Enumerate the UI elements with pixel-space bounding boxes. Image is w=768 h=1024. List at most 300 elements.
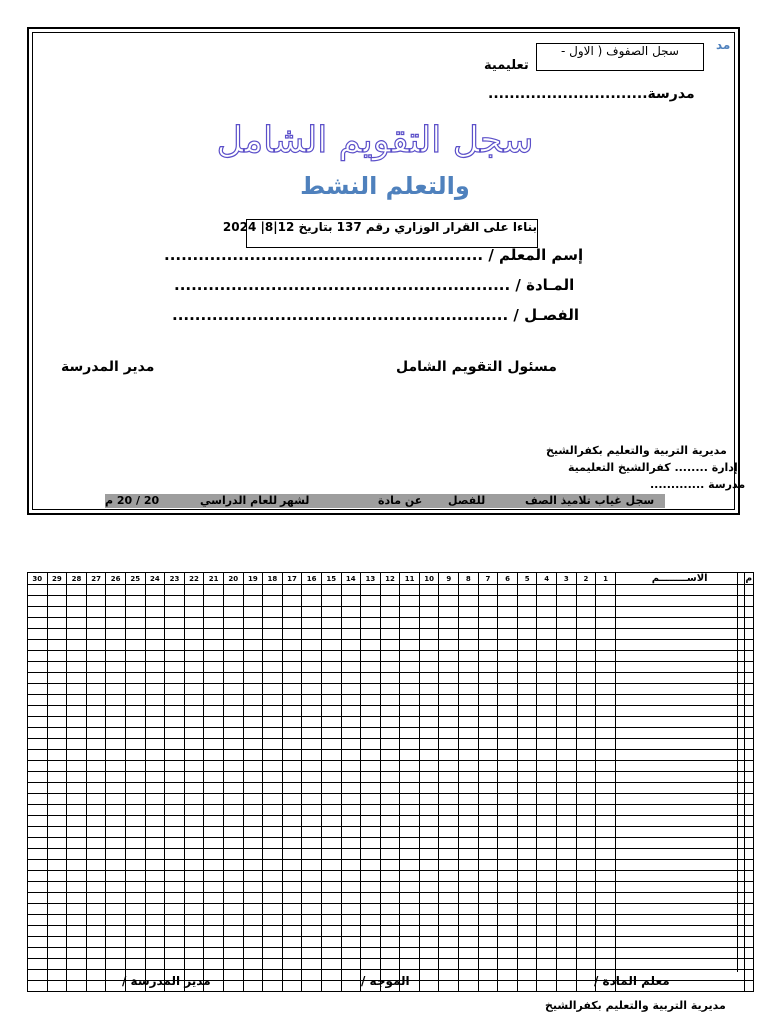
grid-cell[interactable]	[478, 816, 498, 827]
grid-cell[interactable]	[321, 937, 341, 948]
grid-cell[interactable]	[380, 684, 400, 695]
grid-cell[interactable]	[400, 827, 420, 838]
grid-cell[interactable]	[302, 684, 322, 695]
grid-cell[interactable]	[419, 651, 439, 662]
grid-cell[interactable]	[106, 904, 126, 915]
grid-cell[interactable]	[517, 948, 537, 959]
grid-cell[interactable]	[321, 695, 341, 706]
grid-cell[interactable]	[439, 926, 459, 937]
grid-cell[interactable]	[204, 607, 224, 618]
grid-cell[interactable]	[282, 981, 302, 992]
grid-cell[interactable]	[478, 706, 498, 717]
grid-cell[interactable]	[47, 816, 67, 827]
grid-cell[interactable]	[282, 717, 302, 728]
grid-cell[interactable]	[28, 783, 48, 794]
grid-cell[interactable]	[557, 728, 577, 739]
grid-cell[interactable]	[576, 882, 596, 893]
grid-cell[interactable]	[243, 816, 263, 827]
grid-cell[interactable]	[615, 860, 744, 871]
grid-cell[interactable]	[243, 750, 263, 761]
grid-cell[interactable]	[478, 893, 498, 904]
grid-cell[interactable]	[67, 750, 87, 761]
grid-cell[interactable]	[145, 629, 165, 640]
grid-cell[interactable]	[596, 904, 616, 915]
grid-cell[interactable]	[302, 607, 322, 618]
grid-cell[interactable]	[223, 981, 243, 992]
grid-cell[interactable]	[86, 750, 106, 761]
grid-cell[interactable]	[67, 739, 87, 750]
grid-cell[interactable]	[400, 959, 420, 970]
grid-cell[interactable]	[498, 673, 518, 684]
grid-cell[interactable]	[184, 838, 204, 849]
grid-cell[interactable]	[263, 695, 283, 706]
grid-cell[interactable]	[204, 816, 224, 827]
grid-cell[interactable]	[419, 750, 439, 761]
grid-cell[interactable]	[321, 849, 341, 860]
grid-cell[interactable]	[498, 805, 518, 816]
grid-cell[interactable]	[282, 849, 302, 860]
grid-cell[interactable]	[380, 651, 400, 662]
grid-cell[interactable]	[184, 695, 204, 706]
grid-cell[interactable]	[341, 871, 361, 882]
grid-cell[interactable]	[243, 860, 263, 871]
grid-cell[interactable]	[615, 948, 744, 959]
grid-cell[interactable]	[86, 618, 106, 629]
grid-cell[interactable]	[282, 827, 302, 838]
grid-cell[interactable]	[28, 882, 48, 893]
grid-cell[interactable]	[744, 629, 753, 640]
grid-cell[interactable]	[282, 783, 302, 794]
grid-cell[interactable]	[67, 948, 87, 959]
grid-cell[interactable]	[263, 794, 283, 805]
grid-cell[interactable]	[302, 904, 322, 915]
grid-cell[interactable]	[67, 937, 87, 948]
grid-cell[interactable]	[576, 618, 596, 629]
grid-cell[interactable]	[400, 717, 420, 728]
grid-cell[interactable]	[263, 673, 283, 684]
grid-cell[interactable]	[243, 717, 263, 728]
grid-cell[interactable]	[321, 970, 341, 981]
grid-cell[interactable]	[125, 915, 145, 926]
grid-cell[interactable]	[165, 772, 185, 783]
grid-cell[interactable]	[596, 827, 616, 838]
grid-cell[interactable]	[282, 893, 302, 904]
grid-cell[interactable]	[459, 739, 479, 750]
grid-cell[interactable]	[537, 684, 557, 695]
grid-cell[interactable]	[223, 860, 243, 871]
grid-cell[interactable]	[537, 838, 557, 849]
grid-cell[interactable]	[615, 618, 744, 629]
grid-cell[interactable]	[165, 926, 185, 937]
grid-cell[interactable]	[498, 904, 518, 915]
grid-cell[interactable]	[596, 717, 616, 728]
grid-cell[interactable]	[341, 596, 361, 607]
grid-cell[interactable]	[439, 882, 459, 893]
grid-cell[interactable]	[419, 937, 439, 948]
grid-cell[interactable]	[478, 684, 498, 695]
grid-cell[interactable]	[243, 739, 263, 750]
grid-cell[interactable]	[125, 607, 145, 618]
grid-cell[interactable]	[106, 728, 126, 739]
grid-cell[interactable]	[419, 662, 439, 673]
grid-cell[interactable]	[361, 706, 381, 717]
grid-cell[interactable]	[459, 640, 479, 651]
grid-cell[interactable]	[204, 640, 224, 651]
grid-cell[interactable]	[282, 882, 302, 893]
grid-cell[interactable]	[557, 618, 577, 629]
grid-cell[interactable]	[400, 695, 420, 706]
grid-cell[interactable]	[145, 959, 165, 970]
grid-cell[interactable]	[282, 728, 302, 739]
grid-cell[interactable]	[744, 981, 753, 992]
grid-cell[interactable]	[419, 783, 439, 794]
grid-cell[interactable]	[517, 959, 537, 970]
grid-cell[interactable]	[361, 783, 381, 794]
grid-cell[interactable]	[498, 662, 518, 673]
grid-cell[interactable]	[517, 849, 537, 860]
grid-cell[interactable]	[380, 794, 400, 805]
grid-cell[interactable]	[67, 838, 87, 849]
grid-cell[interactable]	[243, 772, 263, 783]
grid-cell[interactable]	[47, 871, 67, 882]
grid-cell[interactable]	[517, 717, 537, 728]
grid-cell[interactable]	[184, 585, 204, 596]
grid-cell[interactable]	[86, 739, 106, 750]
grid-cell[interactable]	[302, 750, 322, 761]
grid-cell[interactable]	[517, 684, 537, 695]
grid-cell[interactable]	[47, 629, 67, 640]
grid-cell[interactable]	[439, 904, 459, 915]
grid-cell[interactable]	[459, 607, 479, 618]
grid-cell[interactable]	[165, 717, 185, 728]
grid-cell[interactable]	[361, 684, 381, 695]
grid-cell[interactable]	[47, 761, 67, 772]
grid-cell[interactable]	[744, 860, 753, 871]
grid-cell[interactable]	[106, 761, 126, 772]
grid-cell[interactable]	[744, 849, 753, 860]
grid-cell[interactable]	[478, 970, 498, 981]
grid-cell[interactable]	[125, 772, 145, 783]
grid-cell[interactable]	[223, 717, 243, 728]
grid-cell[interactable]	[478, 618, 498, 629]
grid-cell[interactable]	[204, 739, 224, 750]
grid-cell[interactable]	[341, 772, 361, 783]
grid-cell[interactable]	[596, 948, 616, 959]
grid-cell[interactable]	[47, 585, 67, 596]
grid-cell[interactable]	[243, 904, 263, 915]
grid-cell[interactable]	[419, 640, 439, 651]
grid-cell[interactable]	[361, 937, 381, 948]
grid-cell[interactable]	[302, 849, 322, 860]
grid-cell[interactable]	[596, 728, 616, 739]
grid-cell[interactable]	[86, 585, 106, 596]
grid-cell[interactable]	[28, 849, 48, 860]
grid-cell[interactable]	[596, 915, 616, 926]
grid-cell[interactable]	[596, 651, 616, 662]
grid-cell[interactable]	[145, 585, 165, 596]
grid-cell[interactable]	[419, 904, 439, 915]
grid-cell[interactable]	[615, 607, 744, 618]
grid-cell[interactable]	[125, 783, 145, 794]
grid-cell[interactable]	[744, 827, 753, 838]
grid-cell[interactable]	[380, 585, 400, 596]
grid-cell[interactable]	[204, 805, 224, 816]
grid-cell[interactable]	[596, 816, 616, 827]
grid-cell[interactable]	[47, 959, 67, 970]
grid-cell[interactable]	[125, 585, 145, 596]
grid-cell[interactable]	[321, 838, 341, 849]
grid-cell[interactable]	[478, 805, 498, 816]
grid-cell[interactable]	[67, 904, 87, 915]
grid-cell[interactable]	[223, 904, 243, 915]
grid-cell[interactable]	[302, 783, 322, 794]
grid-cell[interactable]	[419, 794, 439, 805]
grid-cell[interactable]	[419, 607, 439, 618]
grid-cell[interactable]	[341, 970, 361, 981]
grid-cell[interactable]	[341, 629, 361, 640]
grid-cell[interactable]	[439, 629, 459, 640]
grid-cell[interactable]	[47, 739, 67, 750]
grid-cell[interactable]	[517, 871, 537, 882]
grid-cell[interactable]	[204, 904, 224, 915]
grid-cell[interactable]	[419, 772, 439, 783]
grid-cell[interactable]	[47, 860, 67, 871]
grid-cell[interactable]	[576, 816, 596, 827]
grid-cell[interactable]	[28, 596, 48, 607]
grid-cell[interactable]	[28, 981, 48, 992]
grid-cell[interactable]	[557, 794, 577, 805]
grid-cell[interactable]	[615, 662, 744, 673]
grid-cell[interactable]	[459, 794, 479, 805]
grid-cell[interactable]	[517, 893, 537, 904]
grid-cell[interactable]	[125, 706, 145, 717]
grid-cell[interactable]	[165, 651, 185, 662]
grid-cell[interactable]	[400, 860, 420, 871]
grid-cell[interactable]	[223, 750, 243, 761]
grid-cell[interactable]	[576, 783, 596, 794]
grid-cell[interactable]	[361, 739, 381, 750]
grid-cell[interactable]	[28, 871, 48, 882]
grid-cell[interactable]	[400, 585, 420, 596]
grid-cell[interactable]	[615, 871, 744, 882]
grid-cell[interactable]	[243, 728, 263, 739]
grid-cell[interactable]	[517, 772, 537, 783]
grid-cell[interactable]	[361, 596, 381, 607]
grid-cell[interactable]	[28, 893, 48, 904]
grid-cell[interactable]	[263, 684, 283, 695]
grid-cell[interactable]	[145, 673, 165, 684]
grid-cell[interactable]	[419, 959, 439, 970]
grid-cell[interactable]	[537, 981, 557, 992]
grid-cell[interactable]	[576, 948, 596, 959]
grid-cell[interactable]	[380, 904, 400, 915]
grid-cell[interactable]	[106, 882, 126, 893]
grid-cell[interactable]	[361, 816, 381, 827]
grid-cell[interactable]	[517, 728, 537, 739]
grid-cell[interactable]	[321, 794, 341, 805]
grid-cell[interactable]	[165, 640, 185, 651]
grid-cell[interactable]	[125, 948, 145, 959]
grid-cell[interactable]	[28, 816, 48, 827]
grid-cell[interactable]	[125, 739, 145, 750]
grid-cell[interactable]	[125, 838, 145, 849]
grid-cell[interactable]	[145, 596, 165, 607]
grid-cell[interactable]	[67, 805, 87, 816]
grid-cell[interactable]	[439, 794, 459, 805]
grid-cell[interactable]	[106, 585, 126, 596]
grid-cell[interactable]	[204, 695, 224, 706]
grid-cell[interactable]	[321, 783, 341, 794]
grid-cell[interactable]	[576, 915, 596, 926]
grid-cell[interactable]	[498, 959, 518, 970]
grid-cell[interactable]	[341, 827, 361, 838]
grid-cell[interactable]	[537, 651, 557, 662]
grid-cell[interactable]	[400, 750, 420, 761]
grid-cell[interactable]	[321, 596, 341, 607]
grid-cell[interactable]	[498, 585, 518, 596]
grid-cell[interactable]	[165, 959, 185, 970]
grid-cell[interactable]	[537, 926, 557, 937]
grid-cell[interactable]	[596, 739, 616, 750]
grid-cell[interactable]	[243, 640, 263, 651]
grid-cell[interactable]	[439, 805, 459, 816]
grid-cell[interactable]	[498, 772, 518, 783]
grid-cell[interactable]	[341, 860, 361, 871]
grid-cell[interactable]	[400, 706, 420, 717]
grid-cell[interactable]	[744, 651, 753, 662]
grid-cell[interactable]	[145, 827, 165, 838]
grid-cell[interactable]	[419, 849, 439, 860]
grid-cell[interactable]	[557, 706, 577, 717]
grid-cell[interactable]	[223, 816, 243, 827]
grid-cell[interactable]	[517, 662, 537, 673]
grid-cell[interactable]	[28, 651, 48, 662]
grid-cell[interactable]	[478, 827, 498, 838]
grid-cell[interactable]	[145, 695, 165, 706]
grid-cell[interactable]	[223, 739, 243, 750]
grid-cell[interactable]	[517, 750, 537, 761]
grid-cell[interactable]	[361, 959, 381, 970]
grid-cell[interactable]	[302, 673, 322, 684]
grid-cell[interactable]	[517, 640, 537, 651]
grid-cell[interactable]	[243, 684, 263, 695]
grid-cell[interactable]	[557, 970, 577, 981]
grid-cell[interactable]	[302, 706, 322, 717]
grid-cell[interactable]	[537, 970, 557, 981]
grid-cell[interactable]	[145, 882, 165, 893]
grid-cell[interactable]	[498, 596, 518, 607]
grid-cell[interactable]	[596, 838, 616, 849]
grid-cell[interactable]	[243, 882, 263, 893]
grid-cell[interactable]	[204, 684, 224, 695]
grid-cell[interactable]	[302, 717, 322, 728]
grid-cell[interactable]	[557, 959, 577, 970]
grid-cell[interactable]	[439, 849, 459, 860]
grid-cell[interactable]	[145, 915, 165, 926]
grid-cell[interactable]	[498, 717, 518, 728]
grid-cell[interactable]	[744, 596, 753, 607]
grid-cell[interactable]	[400, 882, 420, 893]
grid-cell[interactable]	[67, 981, 87, 992]
grid-cell[interactable]	[28, 673, 48, 684]
grid-cell[interactable]	[263, 651, 283, 662]
grid-cell[interactable]	[184, 772, 204, 783]
grid-cell[interactable]	[439, 981, 459, 992]
grid-cell[interactable]	[380, 728, 400, 739]
grid-cell[interactable]	[537, 607, 557, 618]
grid-cell[interactable]	[400, 629, 420, 640]
grid-cell[interactable]	[576, 673, 596, 684]
grid-cell[interactable]	[204, 629, 224, 640]
grid-cell[interactable]	[478, 651, 498, 662]
grid-cell[interactable]	[243, 794, 263, 805]
grid-cell[interactable]	[223, 794, 243, 805]
grid-cell[interactable]	[243, 926, 263, 937]
grid-cell[interactable]	[439, 860, 459, 871]
grid-cell[interactable]	[517, 673, 537, 684]
grid-cell[interactable]	[321, 959, 341, 970]
grid-cell[interactable]	[615, 772, 744, 783]
grid-cell[interactable]	[341, 893, 361, 904]
grid-cell[interactable]	[145, 717, 165, 728]
grid-cell[interactable]	[47, 948, 67, 959]
grid-cell[interactable]	[576, 959, 596, 970]
grid-cell[interactable]	[400, 607, 420, 618]
grid-cell[interactable]	[67, 761, 87, 772]
grid-cell[interactable]	[47, 772, 67, 783]
grid-cell[interactable]	[615, 915, 744, 926]
grid-cell[interactable]	[341, 926, 361, 937]
grid-cell[interactable]	[557, 585, 577, 596]
grid-cell[interactable]	[361, 849, 381, 860]
grid-cell[interactable]	[419, 706, 439, 717]
grid-cell[interactable]	[106, 827, 126, 838]
grid-cell[interactable]	[321, 651, 341, 662]
grid-cell[interactable]	[282, 915, 302, 926]
grid-cell[interactable]	[165, 618, 185, 629]
grid-cell[interactable]	[106, 596, 126, 607]
grid-cell[interactable]	[223, 882, 243, 893]
grid-cell[interactable]	[439, 585, 459, 596]
grid-cell[interactable]	[302, 981, 322, 992]
grid-cell[interactable]	[243, 651, 263, 662]
grid-cell[interactable]	[106, 860, 126, 871]
grid-cell[interactable]	[106, 959, 126, 970]
grid-cell[interactable]	[537, 695, 557, 706]
grid-cell[interactable]	[341, 761, 361, 772]
grid-cell[interactable]	[439, 772, 459, 783]
grid-cell[interactable]	[498, 816, 518, 827]
grid-cell[interactable]	[321, 816, 341, 827]
grid-cell[interactable]	[184, 673, 204, 684]
grid-cell[interactable]	[439, 827, 459, 838]
grid-cell[interactable]	[204, 728, 224, 739]
grid-cell[interactable]	[744, 794, 753, 805]
grid-cell[interactable]	[145, 706, 165, 717]
grid-cell[interactable]	[557, 926, 577, 937]
grid-cell[interactable]	[125, 805, 145, 816]
grid-cell[interactable]	[106, 838, 126, 849]
grid-cell[interactable]	[263, 717, 283, 728]
grid-cell[interactable]	[145, 739, 165, 750]
grid-cell[interactable]	[517, 783, 537, 794]
grid-cell[interactable]	[380, 805, 400, 816]
grid-cell[interactable]	[165, 695, 185, 706]
grid-cell[interactable]	[67, 684, 87, 695]
grid-cell[interactable]	[400, 937, 420, 948]
grid-cell[interactable]	[263, 849, 283, 860]
grid-cell[interactable]	[282, 695, 302, 706]
